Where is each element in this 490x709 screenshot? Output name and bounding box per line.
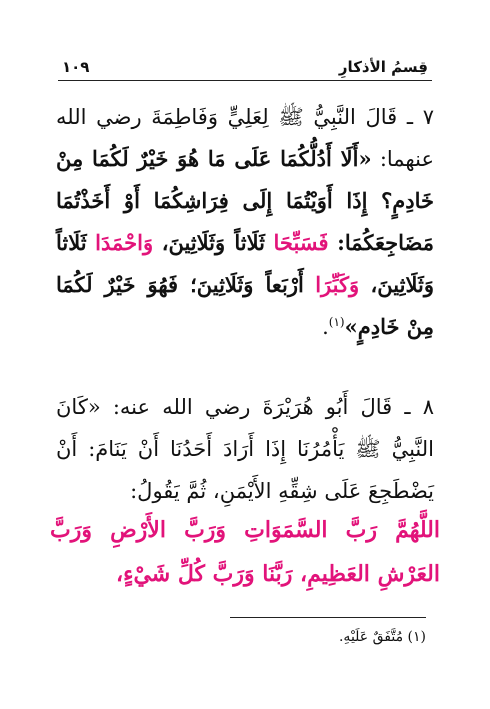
hadith-paragraph-8: [56, 386, 434, 512]
takbir-count: أَرْبَعاً وَثَلَاثِينَ؛ فَهُوَ خَيْرٌ لَكُمَا مِنْ خَادِمٍ»: [56, 272, 434, 339]
footnote-divider: [230, 617, 426, 618]
dua-quote: [50, 508, 440, 596]
header-divider: [58, 80, 432, 81]
hadith-paragraph-7: [56, 96, 434, 348]
dua-text: اللَّهُمَّ رَبَّ السَّمَوَاتِ وَرَبَّ الأَرْضِ وَرَبَّ العَرْشِ العَظِيمِ، رَبَّنَا وَرَبَّ كُلِّ شَيْءٍ،: [50, 517, 440, 587]
hadith-7-text: «أَلَا أَدُلُّكُمَا عَلَى مَا هُوَ خَيْرٌ لَكُمَا مِنْ خَادِمٍ؟ إِذَا أَوَيْتُمَا إِلَى فِرَاشِكُمَا أَوْ أَخَذْتُمَا مَضَاجِعَكُمَا:: [56, 146, 434, 255]
page-header: [62, 50, 428, 76]
tahmid-count: ثَلَاثاً وَثَلَاثِينَ،: [56, 230, 434, 297]
footnote-text: (١) مُتَّفَقٌ عَلَيْهِ.: [338, 629, 426, 645]
tasbih-count: ثَلَاثاً وَثَلَاثِينَ،: [161, 230, 265, 255]
page-number: ١٠٩: [62, 58, 90, 76]
section-title: قِسمُ الأذكارِ: [338, 58, 428, 76]
hadith-7-end: .: [322, 315, 329, 339]
tahmid-word: وَاحْمَدَا: [95, 230, 154, 255]
footnote-reference[interactable]: (١): [328, 315, 345, 329]
hadith-8-text: ٨ ـ قَالَ أَبُو هُرَيْرَةَ رضي الله عنه: «كَانَ النَّبِيُّ ﷺ يَأْمُرُنَا إِذَا أَرَادَ أَحَدُنَا أَنْ يَنَامَ: أَنْ يَضْطَجِعَ عَلَى شِقِّهِ الأَيْمَنِ، ثُمَّ يَقُولُ:: [56, 395, 434, 503]
hadith-7-intro: ٧ ـ قَالَ النَّبِيُّ ﷺ لِعَلِيٍّ وَفَاطِمَةَ رضي الله عنهما:: [56, 105, 434, 171]
tasbih-word: فَسَبِّحَا: [273, 230, 329, 255]
takbir-word: وَكَبِّرَا: [315, 272, 360, 297]
footnote: [339, 626, 426, 648]
